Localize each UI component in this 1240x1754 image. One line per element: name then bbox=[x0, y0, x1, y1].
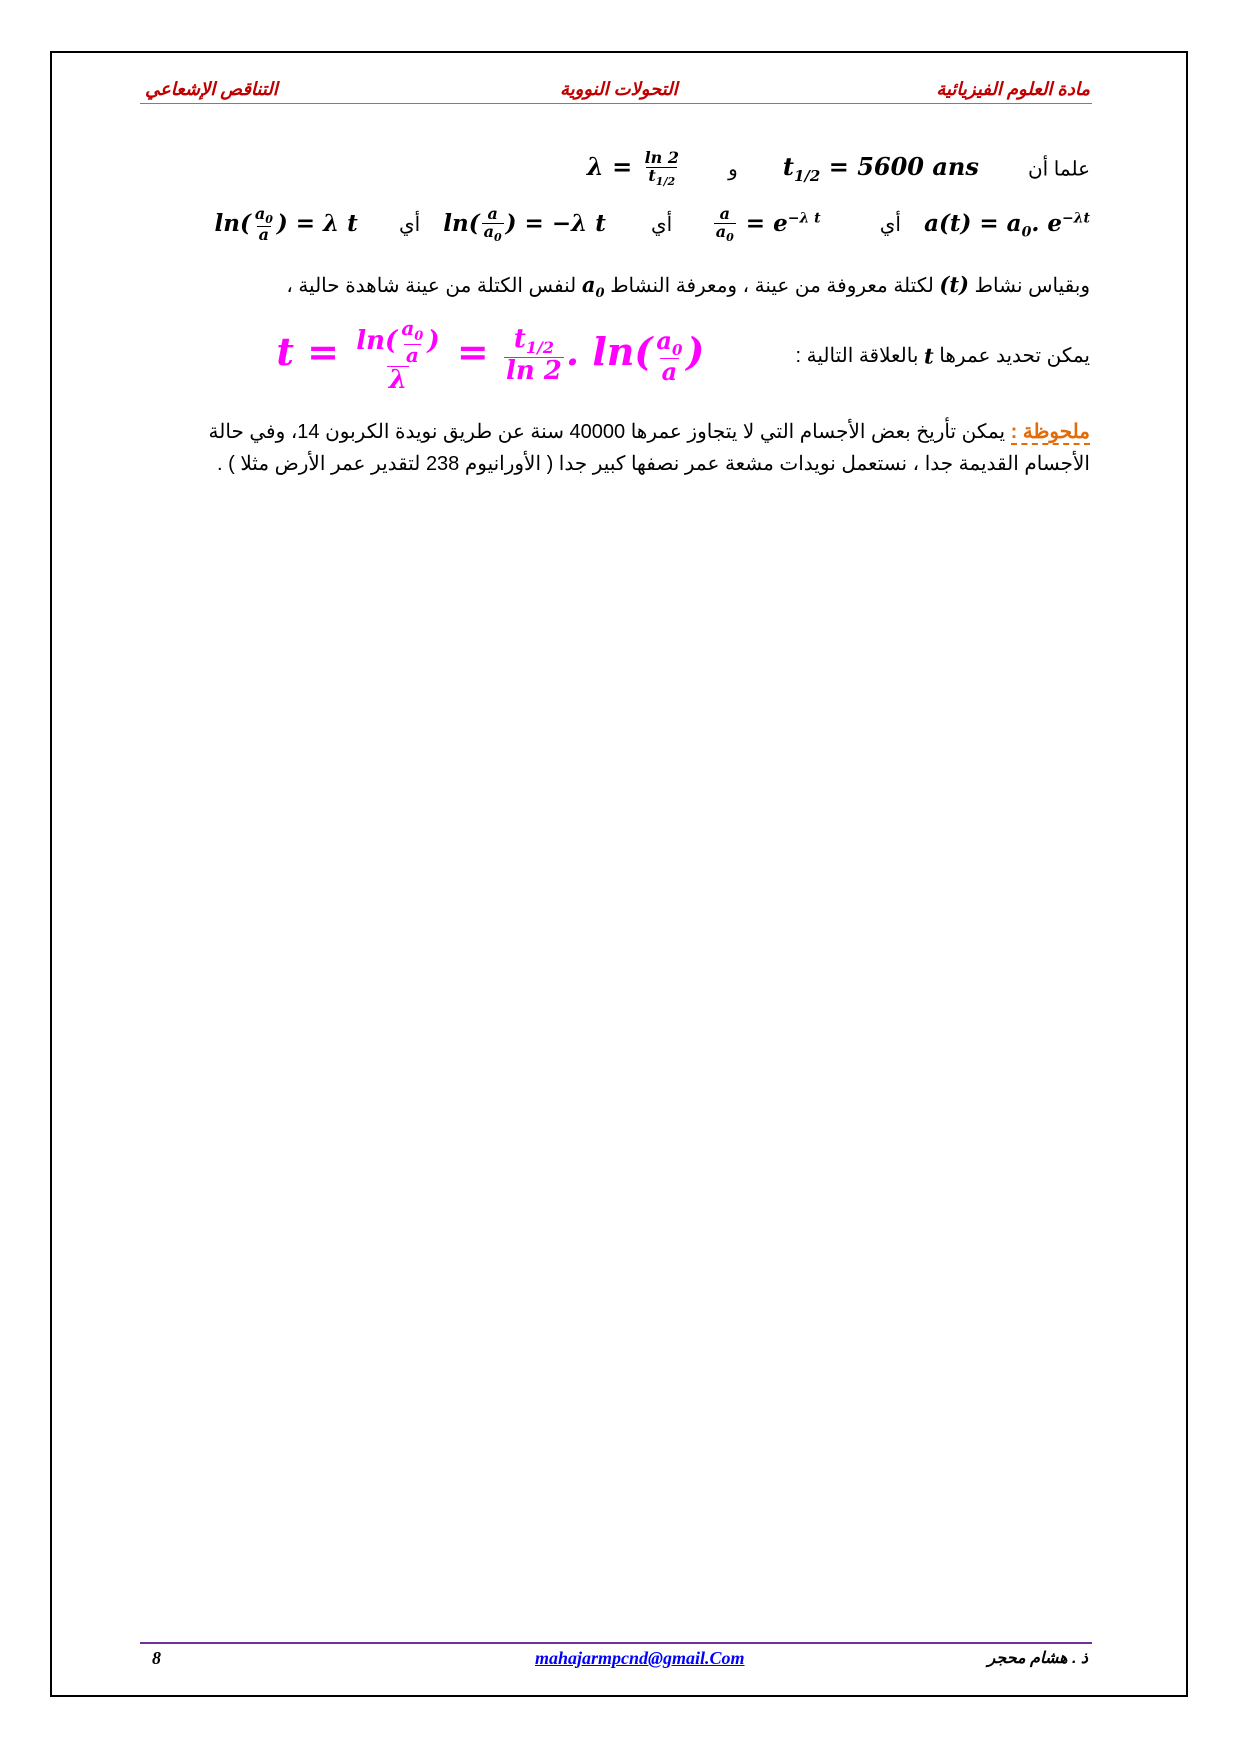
measure-text-b: لكتلة معروفة من عينة ، ومعرفة النشاط bbox=[610, 275, 934, 297]
header-topic: التناقص الإشعاعي bbox=[145, 79, 278, 99]
word-ay-2: أي bbox=[650, 213, 673, 236]
ln-ratio-pos: ln( $\frac{a_0}{a}$ ) = λ t bbox=[214, 204, 358, 244]
symbol-t-age: t bbox=[924, 343, 934, 369]
measure-text-c: لنفس الكتلة من عينة شاهدة حالية ، bbox=[286, 275, 577, 297]
half-life-formula: $t_{1/2} = 5600$ ans bbox=[782, 152, 979, 186]
footer-email-link[interactable]: mahajarmpcnd@gmail.Com bbox=[535, 1648, 745, 1668]
header-chapter: التحولات النووية bbox=[560, 79, 678, 99]
ln-ratio-neg: ln( $\frac{a}{a_0}$ ) = −λ t bbox=[443, 204, 606, 244]
word-ay-3: أي bbox=[398, 213, 421, 236]
line-derivation bbox=[215, 206, 1091, 244]
line1-conj: و bbox=[728, 158, 738, 181]
footer-author: ذ . هشام محجر bbox=[987, 1650, 1088, 1667]
note-text: يمكن تأريخ بعض الأجسام التي لا يتجاوز عمرها 40000 سنة عن طريق نويدة الكربون 14، وفي حالة الأجسام القديمة جدا ، نستعمل نويدات مشعة عمر نصفها كبير جدا ( الأورانيوم 238 لتقدير عمر الأرض مثلا ) . bbox=[208, 421, 1090, 475]
line-measurement bbox=[286, 272, 1090, 301]
line1-lead: علما أن bbox=[1027, 158, 1090, 181]
note-label: ملحوظة : bbox=[1010, 421, 1090, 443]
line-constants bbox=[587, 150, 1090, 188]
header-divider bbox=[140, 103, 1092, 104]
measure-text-a: وبقياس نشاط bbox=[974, 275, 1090, 297]
lambda-formula: λ = $\frac{\ln 2}{t_{1/2}}$ bbox=[586, 148, 679, 188]
page-number: 8 bbox=[152, 1648, 161, 1668]
ratio-exp: $\frac{a}{a_0}$ = $e^{-\lambda t}$ bbox=[715, 204, 821, 244]
footer-divider bbox=[140, 1642, 1092, 1644]
age-text-b: بالعلاقة التالية : bbox=[795, 345, 919, 368]
header-subject: مادة العلوم الفيزيائية bbox=[936, 79, 1090, 99]
symbol-t: (t) bbox=[939, 272, 969, 297]
line-age-formula bbox=[276, 318, 1090, 394]
age-formula: t = ln( $\frac{a_0}{a}$ ) λ = $\frac{t_{1/2}}{\ln 2}$ . ln( $\frac{a_0}{a}$ ) bbox=[276, 316, 705, 395]
activity-law: $a(t) = a_0$. $e^{-\lambda t}$ bbox=[924, 209, 1090, 241]
symbol-a0: $a_0$ bbox=[581, 272, 605, 302]
note-paragraph bbox=[150, 416, 1090, 480]
word-ay-1: أي bbox=[879, 213, 901, 236]
age-text-a: يمكن تحديد عمرها bbox=[939, 345, 1090, 368]
